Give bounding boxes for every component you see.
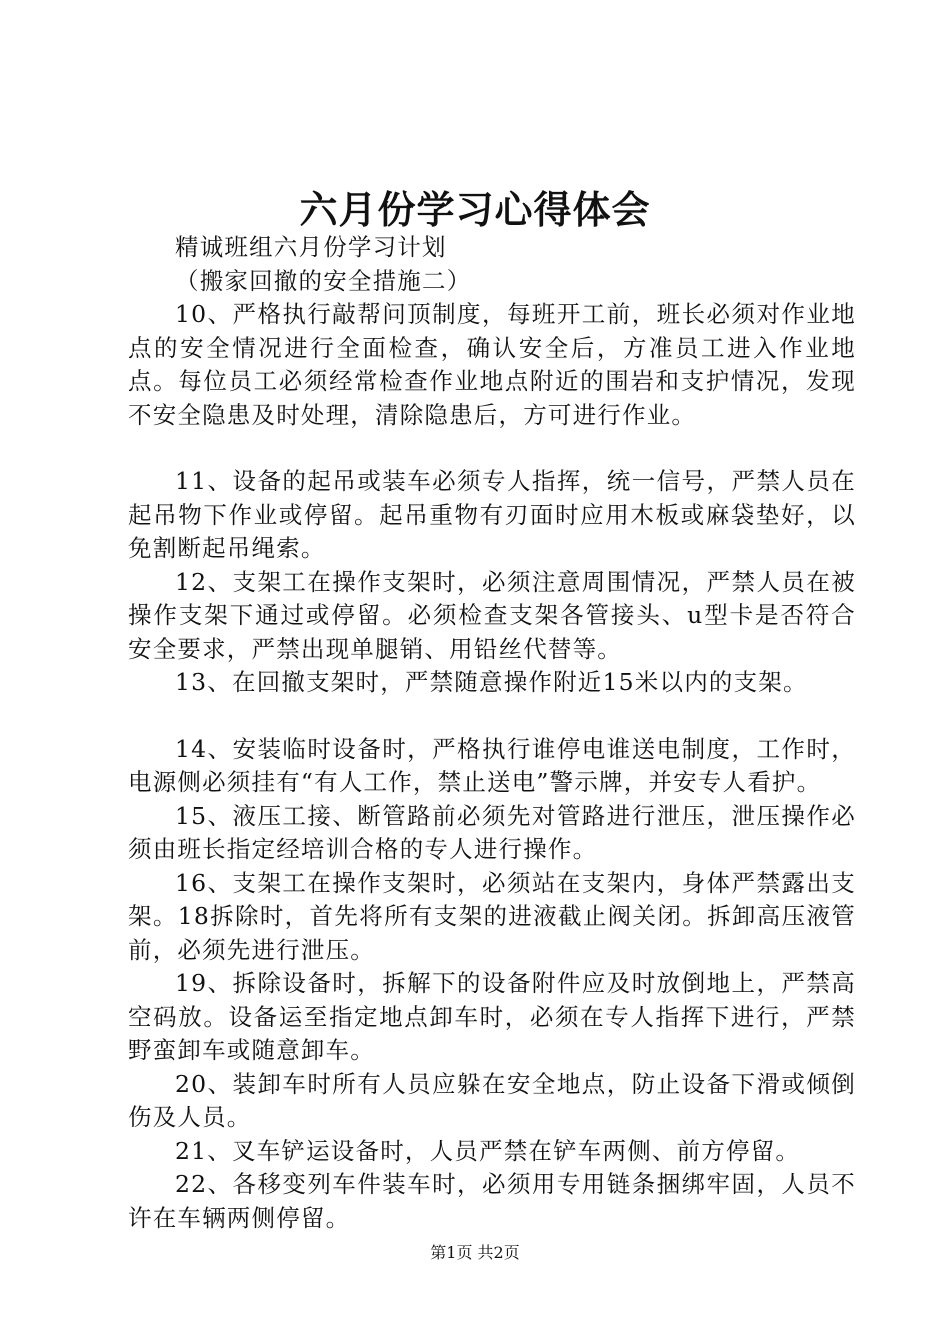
- plan-heading: 精诚班组六月份学习计划: [175, 233, 447, 261]
- page-number-footer: 第1页 共2页: [430, 1243, 520, 1262]
- paragraph-item-16: 16、支架工在操作支架时，必须站在支架内，身体严禁露出支架。18拆除时，首先将所有支架的进液截止阀关闭。拆卸高压液管前，必须先进行泄压。: [128, 868, 856, 964]
- paragraph-item-10: 10、严格执行敲帮问顶制度，每班开工前，班长必须对作业地点的安全情况进行全面检查，确认安全后，方准员工进入作业地点。每位员工必须经常检查作业地点附近的围岩和支护情况，发现不安全隐患及时处理，清除隐患后，方可进行作业。: [128, 300, 856, 429]
- paragraph-item-12: 12、支架工在操作支架时，必须注意周围情况，严禁人员在被操作支架下通过或停留。必须检查支架各管接头、u型卡是否符合安全要求，严禁出现单腿销、用铅丝代替等。: [128, 567, 856, 663]
- paragraph-item-22: 22、各移变列车件装车时，必须用专用链条捆绑牢固，人员不许在车辆两侧停留。: [128, 1170, 856, 1232]
- document-body: [128, 231, 856, 1235]
- paragraph-item-21: 21、叉车铲运设备时，人员严禁在铲车两侧、前方停留。: [175, 1136, 801, 1165]
- paragraph-item-13: 13、在回撤支架时，严禁随意操作附近15米以内的支架。: [175, 668, 808, 696]
- paragraph-item-14: 14、安装临时设备时，严格执行谁停电谁送电制度，工作时，电源侧必须挂有“有人工作，禁止送电”警示牌，并安专人看护。: [128, 734, 856, 796]
- paragraph-item-20: 20、装卸车时所有人员应躲在安全地点，防止设备下滑或倾倒伤及人员。: [128, 1069, 856, 1131]
- paragraph-item-19: 19、拆除设备时，拆解下的设备附件应及时放倒地上，严禁高空码放。设备运至指定地点卸车时，必须在专人指挥下进行，严禁野蛮卸车或随意卸车。: [128, 969, 856, 1064]
- plan-subheading: （搬家回撤的安全措施二）: [175, 266, 472, 295]
- document-title: 六月份学习心得体会: [299, 187, 651, 232]
- paragraph-item-15: 15、液压工接、断管路前必须先对管路进行泄压，泄压操作必须由班长指定经培训合格的专人进行操作。: [128, 801, 856, 863]
- paragraph-item-11: 11、设备的起吊或装车必须专人指挥，统一信号，严禁人员在起吊物下作业或停留。起吊重物有刃面时应用木板或麻袋垫好，以免割断起吊绳索。: [128, 467, 856, 562]
